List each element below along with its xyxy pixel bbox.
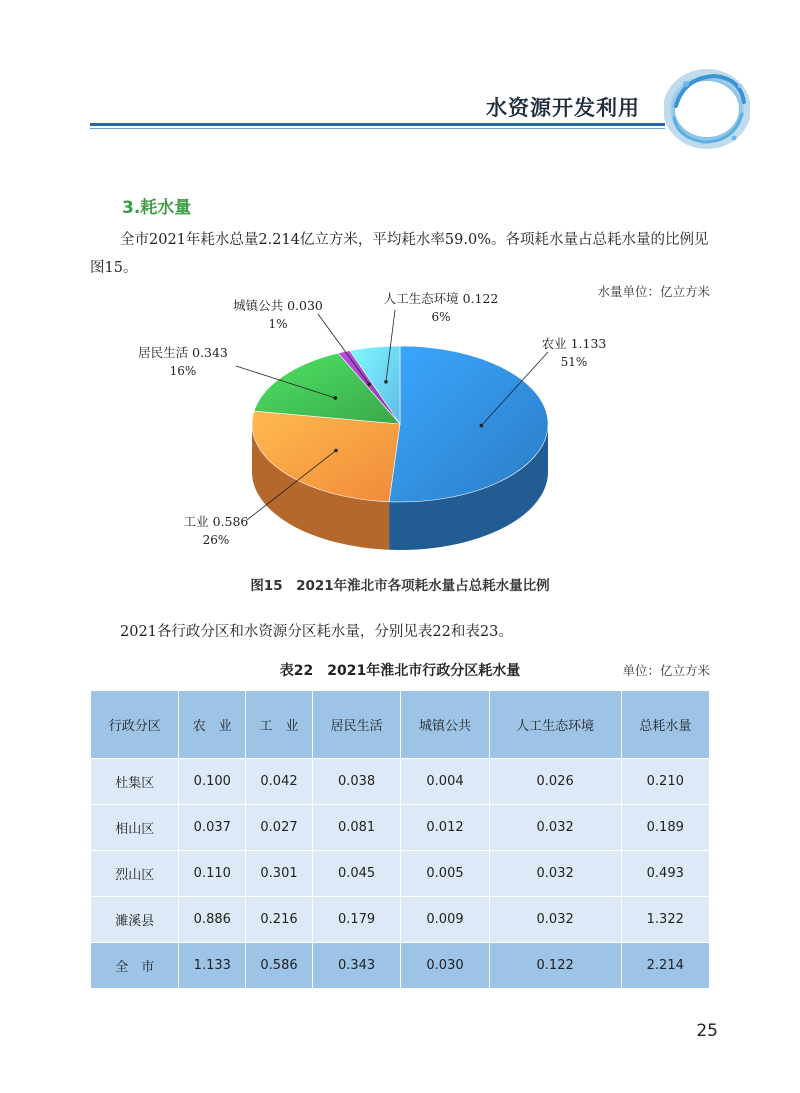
page-number: 25	[696, 1021, 718, 1041]
cell: 0.037	[179, 805, 246, 851]
table-row	[91, 897, 710, 943]
slice-label-农业: 农业 1.133	[541, 336, 607, 351]
slice-pct-城镇公共: 1%	[268, 317, 288, 331]
slice-label-居民生活: 居民生活 0.343	[138, 345, 228, 360]
figure-caption: 图15 2021年淮北市各项耗水量占总耗水量比例	[250, 578, 550, 594]
cell: 0.045	[312, 851, 400, 897]
cell: 0.189	[621, 805, 709, 851]
slice-label-城镇公共: 城镇公共 0.030	[233, 298, 323, 313]
table-row	[91, 851, 710, 897]
table-unit-note: 单位：亿立方米	[622, 663, 710, 678]
cell: 0.179	[312, 897, 400, 943]
cell: 0.027	[246, 805, 313, 851]
leader-dot-农业	[480, 424, 484, 428]
col-header-agriculture: 农 业	[179, 691, 246, 759]
col-header-residential: 居民生活	[312, 691, 400, 759]
slice-pct-农业: 51%	[560, 355, 588, 369]
cell: 杜集区	[91, 759, 179, 805]
col-header-total: 总耗水量	[621, 691, 709, 759]
consumption-table	[90, 690, 710, 989]
cell: 0.886	[179, 897, 246, 943]
cell: 2.214	[621, 943, 709, 989]
cell: 烈山区	[91, 851, 179, 897]
col-header-public: 城镇公共	[401, 691, 489, 759]
cell: 全 市	[91, 943, 179, 989]
figure-unit-note: 水量单位：亿立方米	[597, 284, 710, 299]
cell: 0.301	[246, 851, 313, 897]
cell: 0.210	[621, 759, 709, 805]
table-intro-paragraph: 2021各行政分区和水资源分区耗水量，分别见表22和表23。	[120, 624, 513, 640]
cell: 0.081	[312, 805, 400, 851]
slice-pct-工业: 26%	[202, 533, 230, 547]
cell: 濉溪县	[91, 897, 179, 943]
leader-dot-居民生活	[334, 396, 338, 400]
cell: 0.005	[401, 851, 489, 897]
cell: 0.042	[246, 759, 313, 805]
leader-dot-人工生态环境	[384, 380, 388, 384]
leader-dot-工业	[334, 449, 338, 453]
page-header-title: 水资源开发利用	[486, 96, 640, 120]
cell: 0.343	[312, 943, 400, 989]
cell: 1.322	[621, 897, 709, 943]
intro-paragraph: 全市2021年耗水总量2.214亿立方米，平均耗水率59.0%。各项耗水量占总耗水量的比例见图15。	[90, 232, 709, 276]
cell: 0.122	[489, 943, 621, 989]
cell: 0.032	[489, 805, 621, 851]
table-row	[91, 805, 710, 851]
section-title: 3.耗水量	[122, 198, 192, 218]
leader-dot-城镇公共	[367, 383, 371, 387]
slice-label-人工生态环境: 人工生态环境 0.122	[383, 291, 499, 306]
cell: 0.012	[401, 805, 489, 851]
cell: 0.110	[179, 851, 246, 897]
cell: 0.009	[401, 897, 489, 943]
cell: 相山区	[91, 805, 179, 851]
cell: 0.004	[401, 759, 489, 805]
table-row	[91, 759, 710, 805]
cell: 0.032	[489, 897, 621, 943]
col-header-ecology: 人工生态环境	[489, 691, 621, 759]
col-header-district: 行政分区	[91, 691, 179, 759]
cell: 0.216	[246, 897, 313, 943]
cell: 0.586	[246, 943, 313, 989]
cell: 0.030	[401, 943, 489, 989]
cell: 0.026	[489, 759, 621, 805]
cell: 0.100	[179, 759, 246, 805]
cell: 0.032	[489, 851, 621, 897]
cell: 1.133	[179, 943, 246, 989]
slice-label-工业: 工业 0.586	[183, 514, 249, 529]
table-total-row	[91, 943, 710, 989]
cell: 0.493	[621, 851, 709, 897]
col-header-industry: 工 业	[246, 691, 313, 759]
table-caption: 表22 2021年淮北市行政分区耗水量	[279, 663, 521, 679]
slice-pct-人工生态环境: 6%	[431, 310, 451, 324]
cell: 0.038	[312, 759, 400, 805]
slice-pct-居民生活: 16%	[169, 364, 197, 378]
table-header-row	[91, 691, 710, 759]
